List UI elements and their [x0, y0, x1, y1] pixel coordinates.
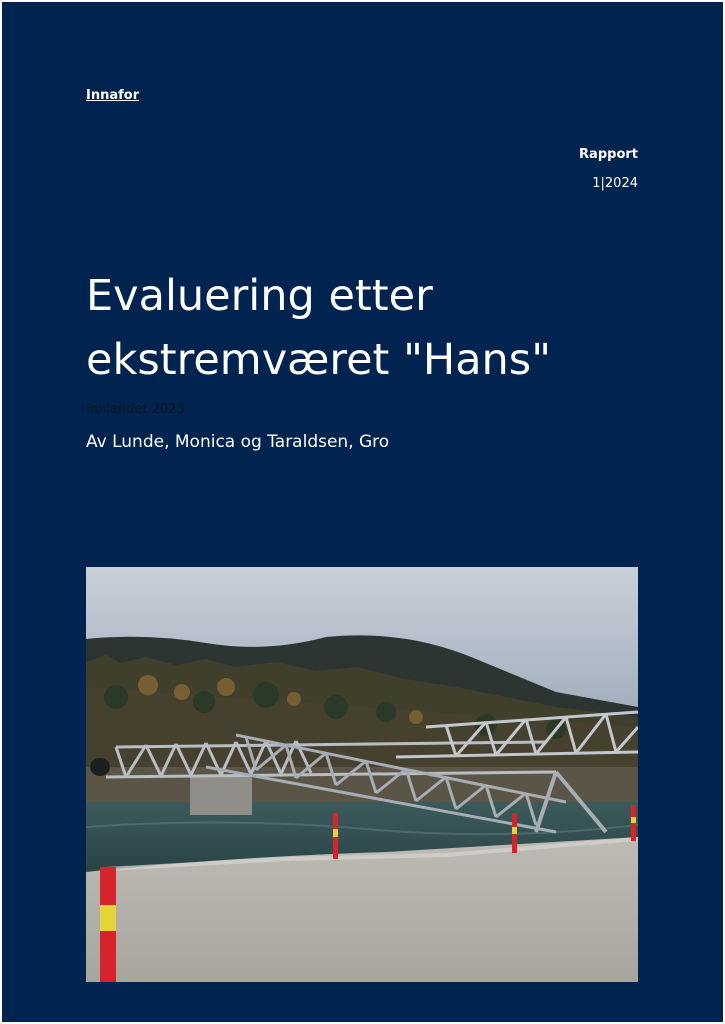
title-line-1: Evaluering etter	[86, 271, 433, 321]
title-line-2: ekstremværet "Hans"	[86, 335, 551, 385]
page-title	[86, 264, 646, 392]
report-cover	[2, 2, 723, 1022]
report-type-label: Rapport	[579, 147, 638, 162]
subtitle: Innlandet 2023	[86, 402, 185, 417]
authors: Av Lunde, Monica og Taraldsen, Gro	[86, 432, 390, 452]
innafor-link[interactable]: Innafor	[86, 88, 140, 103]
cover-photo-collapsed-bridge	[86, 567, 638, 982]
report-number: 1|2024	[592, 176, 638, 191]
